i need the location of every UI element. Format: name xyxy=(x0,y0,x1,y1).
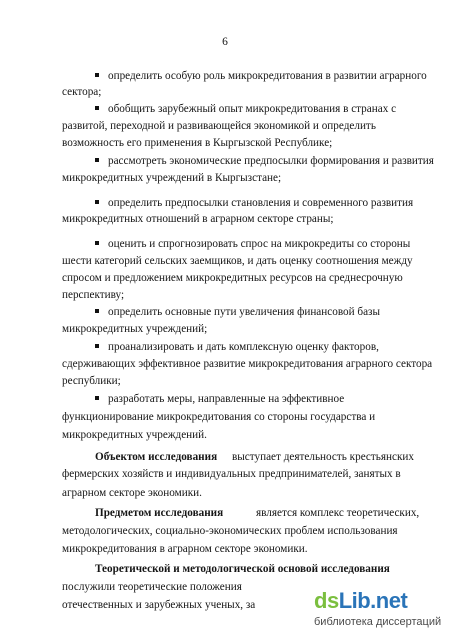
bullet-icon xyxy=(95,102,99,116)
line-text: рассмотреть экономические предпосылки формирования и развития xyxy=(108,155,434,167)
text-line: послужили теоретические положения xyxy=(62,581,242,593)
line-text: является комплекс теоретических, xyxy=(256,507,420,519)
text-line: сектора; xyxy=(62,86,102,98)
line-text: разработать меры, направленные на эффективное xyxy=(108,393,345,405)
bullet-icon xyxy=(95,196,99,210)
line-text: определить основные пути увеличения финансовой базы xyxy=(108,306,380,318)
text-line: методологических, социально-экономических проблем использования xyxy=(62,525,398,537)
bullet-icon xyxy=(95,154,99,168)
bullet-icon xyxy=(95,305,99,319)
dslib-logo: dsLib.net xyxy=(314,588,408,613)
text-line: шести категорий сельских заемщиков, и дать оценку соотношения между xyxy=(62,255,413,267)
text-line: микрокредитных отношений в аграрном секторе страны; xyxy=(62,213,334,225)
bullet-icon xyxy=(0,69,99,83)
line-text: определить предпосылки становления и современного развития xyxy=(108,197,414,209)
watermark xyxy=(312,586,450,636)
line-text: обобщить зарубежный опыт микрокредитования в странах с xyxy=(108,103,397,115)
text-line: микрокредитования в аграрном секторе экономики. xyxy=(62,543,308,555)
text-line: сдерживающих эффективное развитие микрокредитования аграрного сектора xyxy=(62,358,433,370)
text-line: республики; xyxy=(62,375,121,387)
text-line: фермерских хозяйств и индивидуальных предпринимателей, занятых в xyxy=(62,468,401,480)
line-text: определить особую роль микрокредитования в развитии аграрного xyxy=(108,70,427,82)
text-line: микрокредитных учреждений; xyxy=(62,323,208,335)
text-line: аграрном секторе экономики. xyxy=(62,487,202,499)
watermark-subtitle: библиотека диссертаций xyxy=(314,616,442,628)
text-line: перспективу; xyxy=(62,289,125,301)
bullet-icon xyxy=(95,340,99,354)
text-line xyxy=(0,69,450,83)
text-line: Теоретической и методологической основой исследования xyxy=(95,563,390,575)
line-text: оценить и спрогнозировать спрос на микрокредиты со стороны xyxy=(108,238,411,250)
text-line: развитой, переходной и развивающейся экономикой и определить xyxy=(62,120,376,132)
bullet-icon xyxy=(95,392,99,406)
text-line: возможность его применения в Кыргызской Республике; xyxy=(62,137,333,149)
bullet-icon xyxy=(95,237,99,251)
text-line: микрокредитных учреждений в Кыргызстане; xyxy=(62,172,282,184)
text-line: микрокредитных учреждений. xyxy=(62,429,207,441)
line-text: проанализировать и дать комплексную оценку факторов, xyxy=(108,341,379,353)
text-line: функционирование микрокредитования со стороны государства и xyxy=(62,411,376,423)
text-line: отечественных и зарубежных ученых, за xyxy=(62,599,256,611)
page-number: 6 xyxy=(222,36,228,48)
line-text: выступает деятельность крестьянских xyxy=(232,451,415,463)
text-line: спросом и предложением микрокредитных ресурсов на среднесрочную xyxy=(62,272,403,284)
bold-term-object: Объектом исследования xyxy=(95,451,218,463)
bold-term-subject: Предметом исследования xyxy=(95,507,224,519)
